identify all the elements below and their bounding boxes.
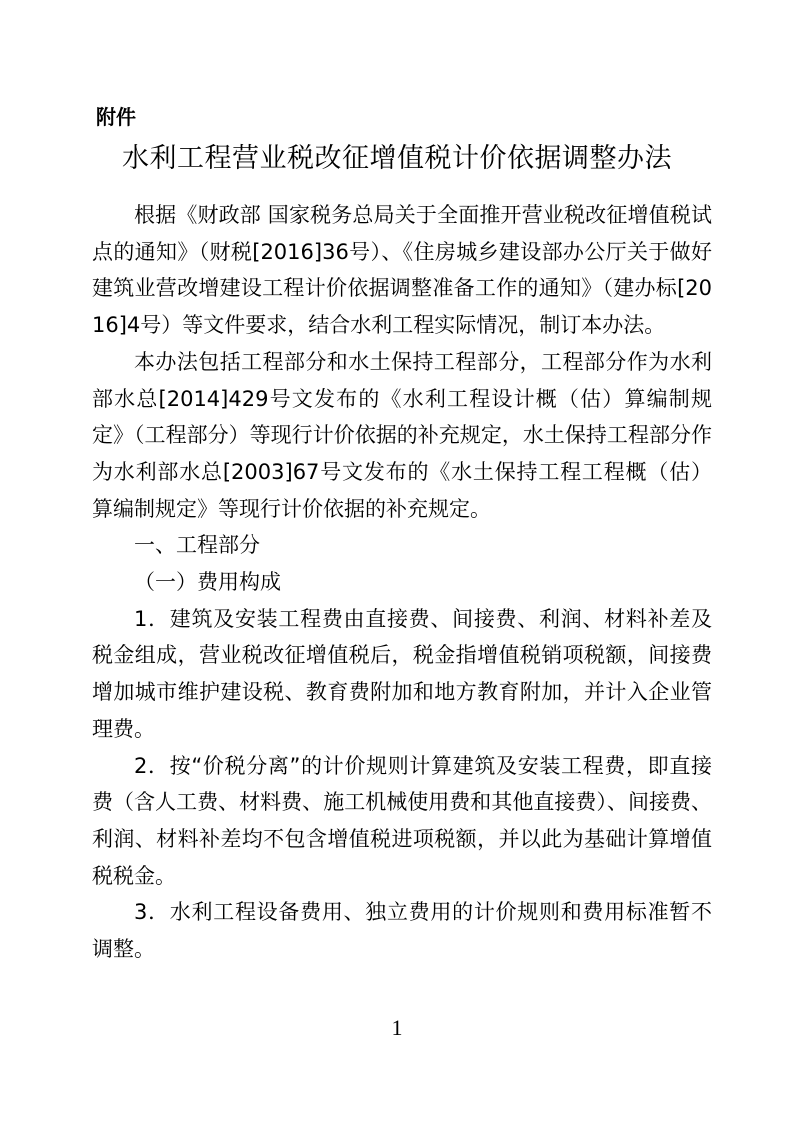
paragraph-basis: 根据《财政部 国家税务总局关于全面推开营业税改征增值税试点的通知》（财税[2016]36号）、《住房城乡建设部办公厅关于做好建筑业营改增建设工程计价依据调整准备工作的通知》（建办标[2016]4号）等文件要求，结合水利工程实际情况，制订本办法。 bbox=[92, 203, 712, 338]
item-1: 1．建筑及安装工程费由直接费、间接费、利润、材料补差及税金组成，营业税改征增值税后，税金指增值税销项税额，间接费增加城市维护建设税、教育费附加和地方教育附加，并计入企业管理费。 bbox=[92, 606, 712, 741]
subsection-heading-cost-structure: （一）费用构成 bbox=[134, 570, 281, 595]
item-3: 3．水利工程设备费用、独立费用的计价规则和费用标准暂不调整。 bbox=[92, 900, 712, 962]
document-title: 水利工程营业税改征增值税计价依据调整办法 bbox=[122, 143, 672, 174]
page-number: 1 bbox=[391, 1015, 403, 1040]
document-body bbox=[92, 197, 712, 968]
attachment-label: 附件 bbox=[96, 105, 136, 129]
paragraph-scope: 本办法包括工程部分和水土保持工程部分，工程部分作为水利部水总[2014]429号文发布的《水利工程设计概（估）算编制规定》（工程部分）等现行计价依据的补充规定，水土保持工程部分作为水利部水总[2003]67号文发布的《水土保持工程工程概（估）算编制规定》等现行计价依据的补充规定。 bbox=[92, 349, 712, 521]
section-heading-engineering: 一、工程部分 bbox=[134, 533, 260, 558]
item-2: 2．按“价税分离”的计价规则计算建筑及安装工程费，即直接费（含人工费、材料费、施工机械使用费和其他直接费）、间接费、利润、材料补差均不包含增值税进项税额，并以此为基础计算增值税税金。 bbox=[92, 753, 712, 888]
